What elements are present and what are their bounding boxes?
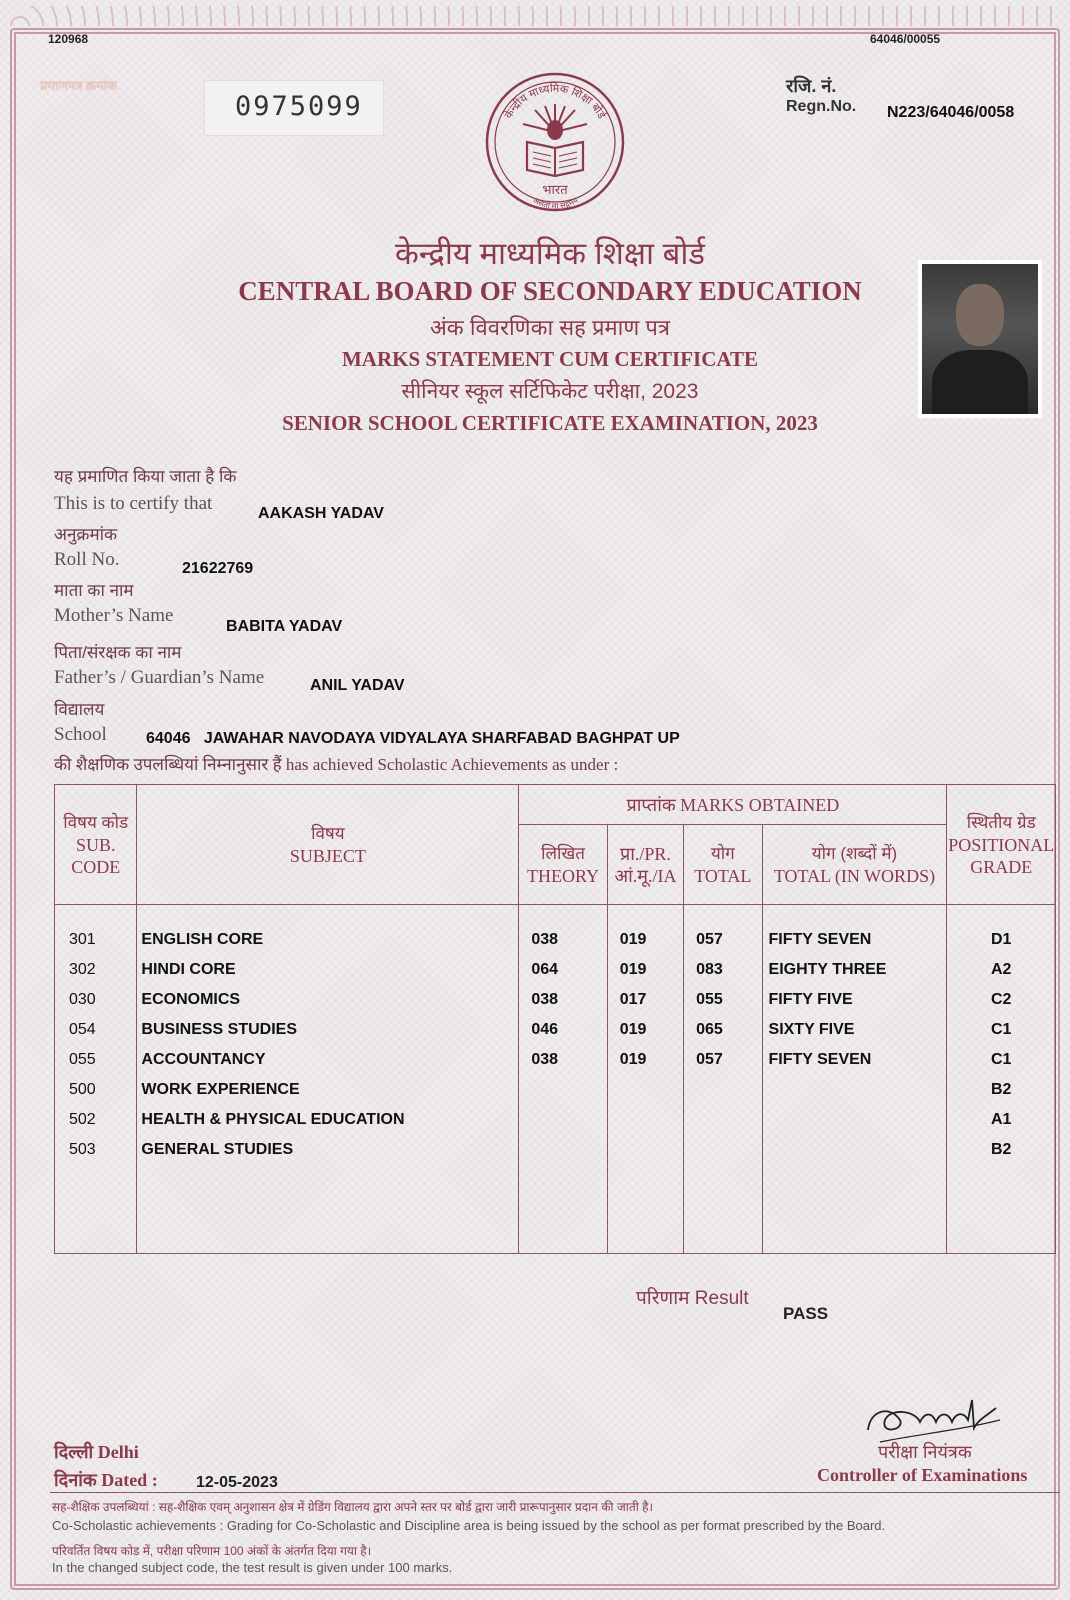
- row-words: FIFTY SEVEN: [768, 1051, 872, 1068]
- regn-label: Regn.No.: [786, 98, 857, 115]
- row-pr: 019: [619, 931, 647, 948]
- roll-label: Roll No.: [54, 549, 120, 570]
- row-code: 030: [69, 991, 96, 1008]
- column-total: [684, 905, 762, 1254]
- regn-number: N223/64046/0058: [887, 104, 1015, 121]
- roll-number: 21622769: [182, 560, 254, 577]
- issue-date: 12-05-2023: [196, 1474, 278, 1491]
- header-subject-hindi: विषय: [311, 823, 345, 843]
- header-total: [684, 825, 762, 905]
- school-name: 64046 JAWAHAR NAVODAYA VIDYALAYA SHARFABAD BAGHPAT UP: [146, 730, 680, 747]
- row-grade: C2: [990, 991, 1012, 1008]
- row-pr: 019: [619, 1051, 647, 1068]
- header-subject-en: SUBJECT: [289, 845, 366, 866]
- header-subject: [137, 785, 519, 905]
- row-total: 055: [696, 991, 723, 1008]
- column-total-words: [762, 905, 947, 1254]
- exam-title-hindi: सीनियर स्कूल सर्टिफिकेट परीक्षा, 2023: [401, 380, 699, 403]
- candidate-photo: [918, 260, 1042, 418]
- header-practical-line2: आं.मू./IA: [614, 865, 677, 886]
- father-name: ANIL YADAV: [310, 677, 405, 694]
- column-theory: [519, 905, 607, 1254]
- seal-motto: असतो मा सद्गमय: [531, 195, 580, 211]
- row-words: FIFTY FIVE: [768, 991, 853, 1008]
- header-grade-hindi: स्थितीय ग्रेड: [966, 812, 1036, 832]
- header-sub-code: [55, 785, 137, 905]
- header-marks-obtained: प्राप्तांक MARKS OBTAINED: [519, 785, 947, 825]
- row-theory: 038: [531, 991, 559, 1008]
- controller-label: Controller of Examinations: [817, 1465, 1028, 1485]
- title-block: [200, 233, 900, 437]
- row-subject: BUSINESS STUDIES: [141, 1021, 297, 1038]
- row-subject: HEALTH & PHYSICAL EDUCATION: [141, 1111, 405, 1128]
- serial-number: 0975099: [204, 80, 384, 136]
- row-theory: 046: [531, 1021, 559, 1038]
- cbse-seal-icon: [483, 70, 628, 220]
- row-code: 302: [69, 961, 96, 978]
- row-pr: [608, 1135, 683, 1165]
- header-theory-en: THEORY: [527, 865, 600, 886]
- row-theory: 038: [531, 931, 559, 948]
- header-total-words-en: TOTAL (IN WORDS): [773, 865, 936, 886]
- note-co-scholastic: Co-Scholastic achievements : Grading for Co-Scholastic and Discipline area is being issued by the school as per format prescribed by the Board.: [52, 1518, 886, 1533]
- header-sub-code-line1: SUB.: [75, 834, 116, 855]
- row-subject: WORK EXPERIENCE: [141, 1081, 300, 1098]
- row-words: SIXTY FIVE: [768, 1021, 855, 1038]
- seal-text-bottom: भारत: [542, 182, 568, 197]
- row-code: 500: [69, 1081, 96, 1098]
- row-grade: A2: [990, 961, 1012, 978]
- note-changed-code-hindi: परिवर्तित विषय कोड में, परीक्षा परिणाम 100 अंकों के अंतर्गत दिया गया है।: [52, 1544, 372, 1558]
- row-theory: 064: [531, 961, 559, 978]
- row-pr: 019: [619, 961, 647, 978]
- seal-text-top: केन्द्रीय माध्यमिक शिक्षा बोर्ड: [502, 82, 608, 121]
- row-words: [763, 1135, 947, 1165]
- school-label: School: [54, 724, 107, 745]
- header-theory: [519, 825, 607, 905]
- row-theory: [519, 1105, 606, 1135]
- row-total: [684, 1135, 761, 1165]
- row-subject: GENERAL STUDIES: [141, 1141, 294, 1158]
- row-theory: [519, 1075, 606, 1105]
- marks-table: [54, 784, 1056, 1254]
- row-words: [763, 1075, 947, 1105]
- row-total: 057: [696, 931, 723, 948]
- row-total: 065: [696, 1021, 723, 1038]
- note-co-scholastic-hindi: सह-शैक्षिक उपलब्धियां : सह-शैक्षिक एवम् अनुशासन क्षेत्र में ग्रेडिंग विद्यालय द्वारा अपने स्तर पर बोर्ड द्वारा जारी प्रारूपानुसार प्रदान की जाती है।: [52, 1500, 654, 1514]
- row-code: 054: [69, 1021, 96, 1038]
- row-words: FIFTY SEVEN: [768, 931, 872, 948]
- row-pr: [608, 1105, 683, 1135]
- row-total: [684, 1105, 761, 1135]
- row-code: 503: [69, 1141, 96, 1158]
- certificate-number-left: 120968: [48, 32, 89, 46]
- header-sub-code-line2: CODE: [71, 856, 121, 877]
- header-total-hindi: योग: [710, 843, 735, 863]
- row-subject: ECONOMICS: [141, 991, 241, 1008]
- document-title-hindi: अंक विवरणिका सह प्रमाण पत्र: [430, 315, 670, 340]
- header-theory-hindi: लिखित: [541, 843, 585, 863]
- row-code: 301: [69, 931, 96, 948]
- achievements-intro: की शैक्षणिक उपलब्धियां निम्नानुसार हैं has achieved Scholastic Achievements as under :: [54, 755, 619, 774]
- certify-label: This is to certify that: [54, 493, 213, 514]
- document-title: MARKS STATEMENT CUM CERTIFICATE: [341, 347, 758, 371]
- result-value: PASS: [783, 1304, 829, 1323]
- row-subject: HINDI CORE: [141, 961, 236, 978]
- serial-stamp: [40, 78, 190, 94]
- roll-label-hindi: अनुक्रमांक: [54, 525, 118, 544]
- school-label-hindi: विद्यालय: [54, 700, 105, 719]
- controller-label-hindi: परीक्षा नियंत्रक: [878, 1442, 972, 1462]
- certify-label-hindi: यह प्रमाणित किया जाता है कि: [54, 467, 237, 486]
- candidate-name: AAKASH YADAV: [258, 505, 384, 522]
- result-label: परिणाम Result: [636, 1288, 749, 1309]
- board-name: CENTRAL BOARD OF SECONDARY EDUCATION: [238, 276, 862, 306]
- board-name-hindi: केन्द्रीय माध्यमिक शिक्षा बोर्ड: [395, 236, 705, 271]
- top-wavy-border: [10, 6, 1060, 26]
- header-total-en: TOTAL: [694, 865, 752, 886]
- row-subject: ENGLISH CORE: [141, 931, 264, 948]
- father-label-hindi: पिता/संरक्षक का नाम: [54, 643, 182, 662]
- row-pr: [608, 1075, 683, 1105]
- row-code: 055: [69, 1051, 96, 1068]
- exam-title: SENIOR SCHOOL CERTIFICATE EXAMINATION, 2023: [282, 411, 818, 435]
- mother-label-hindi: माता का नाम: [54, 581, 134, 600]
- header-total-words-hindi: योग (शब्दों में): [811, 843, 898, 863]
- row-grade: C1: [990, 1051, 1012, 1068]
- row-theory: [519, 1135, 606, 1165]
- column-grade: [947, 905, 1056, 1254]
- header-total-words: [762, 825, 947, 905]
- place-label: दिल्ली Delhi: [54, 1442, 139, 1462]
- row-grade: A1: [990, 1111, 1012, 1128]
- serial-stamp-text: प्रमाणपत्र क्रमांक: [40, 78, 118, 93]
- row-words: [763, 1105, 947, 1135]
- column-practical: [607, 905, 683, 1254]
- column-subject: [137, 905, 519, 1254]
- footer-divider: [50, 1492, 1060, 1493]
- mother-label: Mother’s Name: [54, 605, 174, 626]
- header-sub-code-hindi: विषय कोड: [63, 812, 129, 832]
- regn-label-hindi: रजि. नं.: [786, 76, 837, 96]
- row-grade: C1: [990, 1021, 1012, 1038]
- column-sub-code: [55, 905, 137, 1254]
- certificate-number-right: 64046/00055: [870, 32, 941, 46]
- row-subject: ACCOUNTANCY: [141, 1051, 266, 1068]
- header-grade-line1: POSITIONAL: [948, 834, 1055, 855]
- header-grade-line2: GRADE: [970, 856, 1033, 877]
- dated-label: दिनांक Dated :: [54, 1470, 158, 1490]
- row-grade: B2: [990, 1081, 1012, 1098]
- header-practical-line1: प्रा./PR.: [619, 843, 671, 864]
- header-grade: [947, 785, 1056, 905]
- row-total: 057: [696, 1051, 723, 1068]
- row-words: EIGHTY THREE: [768, 961, 887, 978]
- row-theory: 038: [531, 1051, 559, 1068]
- note-changed-code: In the changed subject code, the test result is given under 100 marks.: [52, 1560, 453, 1575]
- father-label: Father’s / Guardian’s Name: [54, 667, 265, 688]
- header-practical: [607, 825, 683, 905]
- row-grade: B2: [990, 1141, 1012, 1158]
- row-pr: 019: [619, 1021, 647, 1038]
- row-pr: 017: [619, 991, 647, 1008]
- row-total: 083: [696, 961, 723, 978]
- row-total: [684, 1075, 761, 1105]
- row-code: 502: [69, 1111, 96, 1128]
- mother-name: BABITA YADAV: [226, 618, 343, 635]
- row-grade: D1: [990, 931, 1012, 948]
